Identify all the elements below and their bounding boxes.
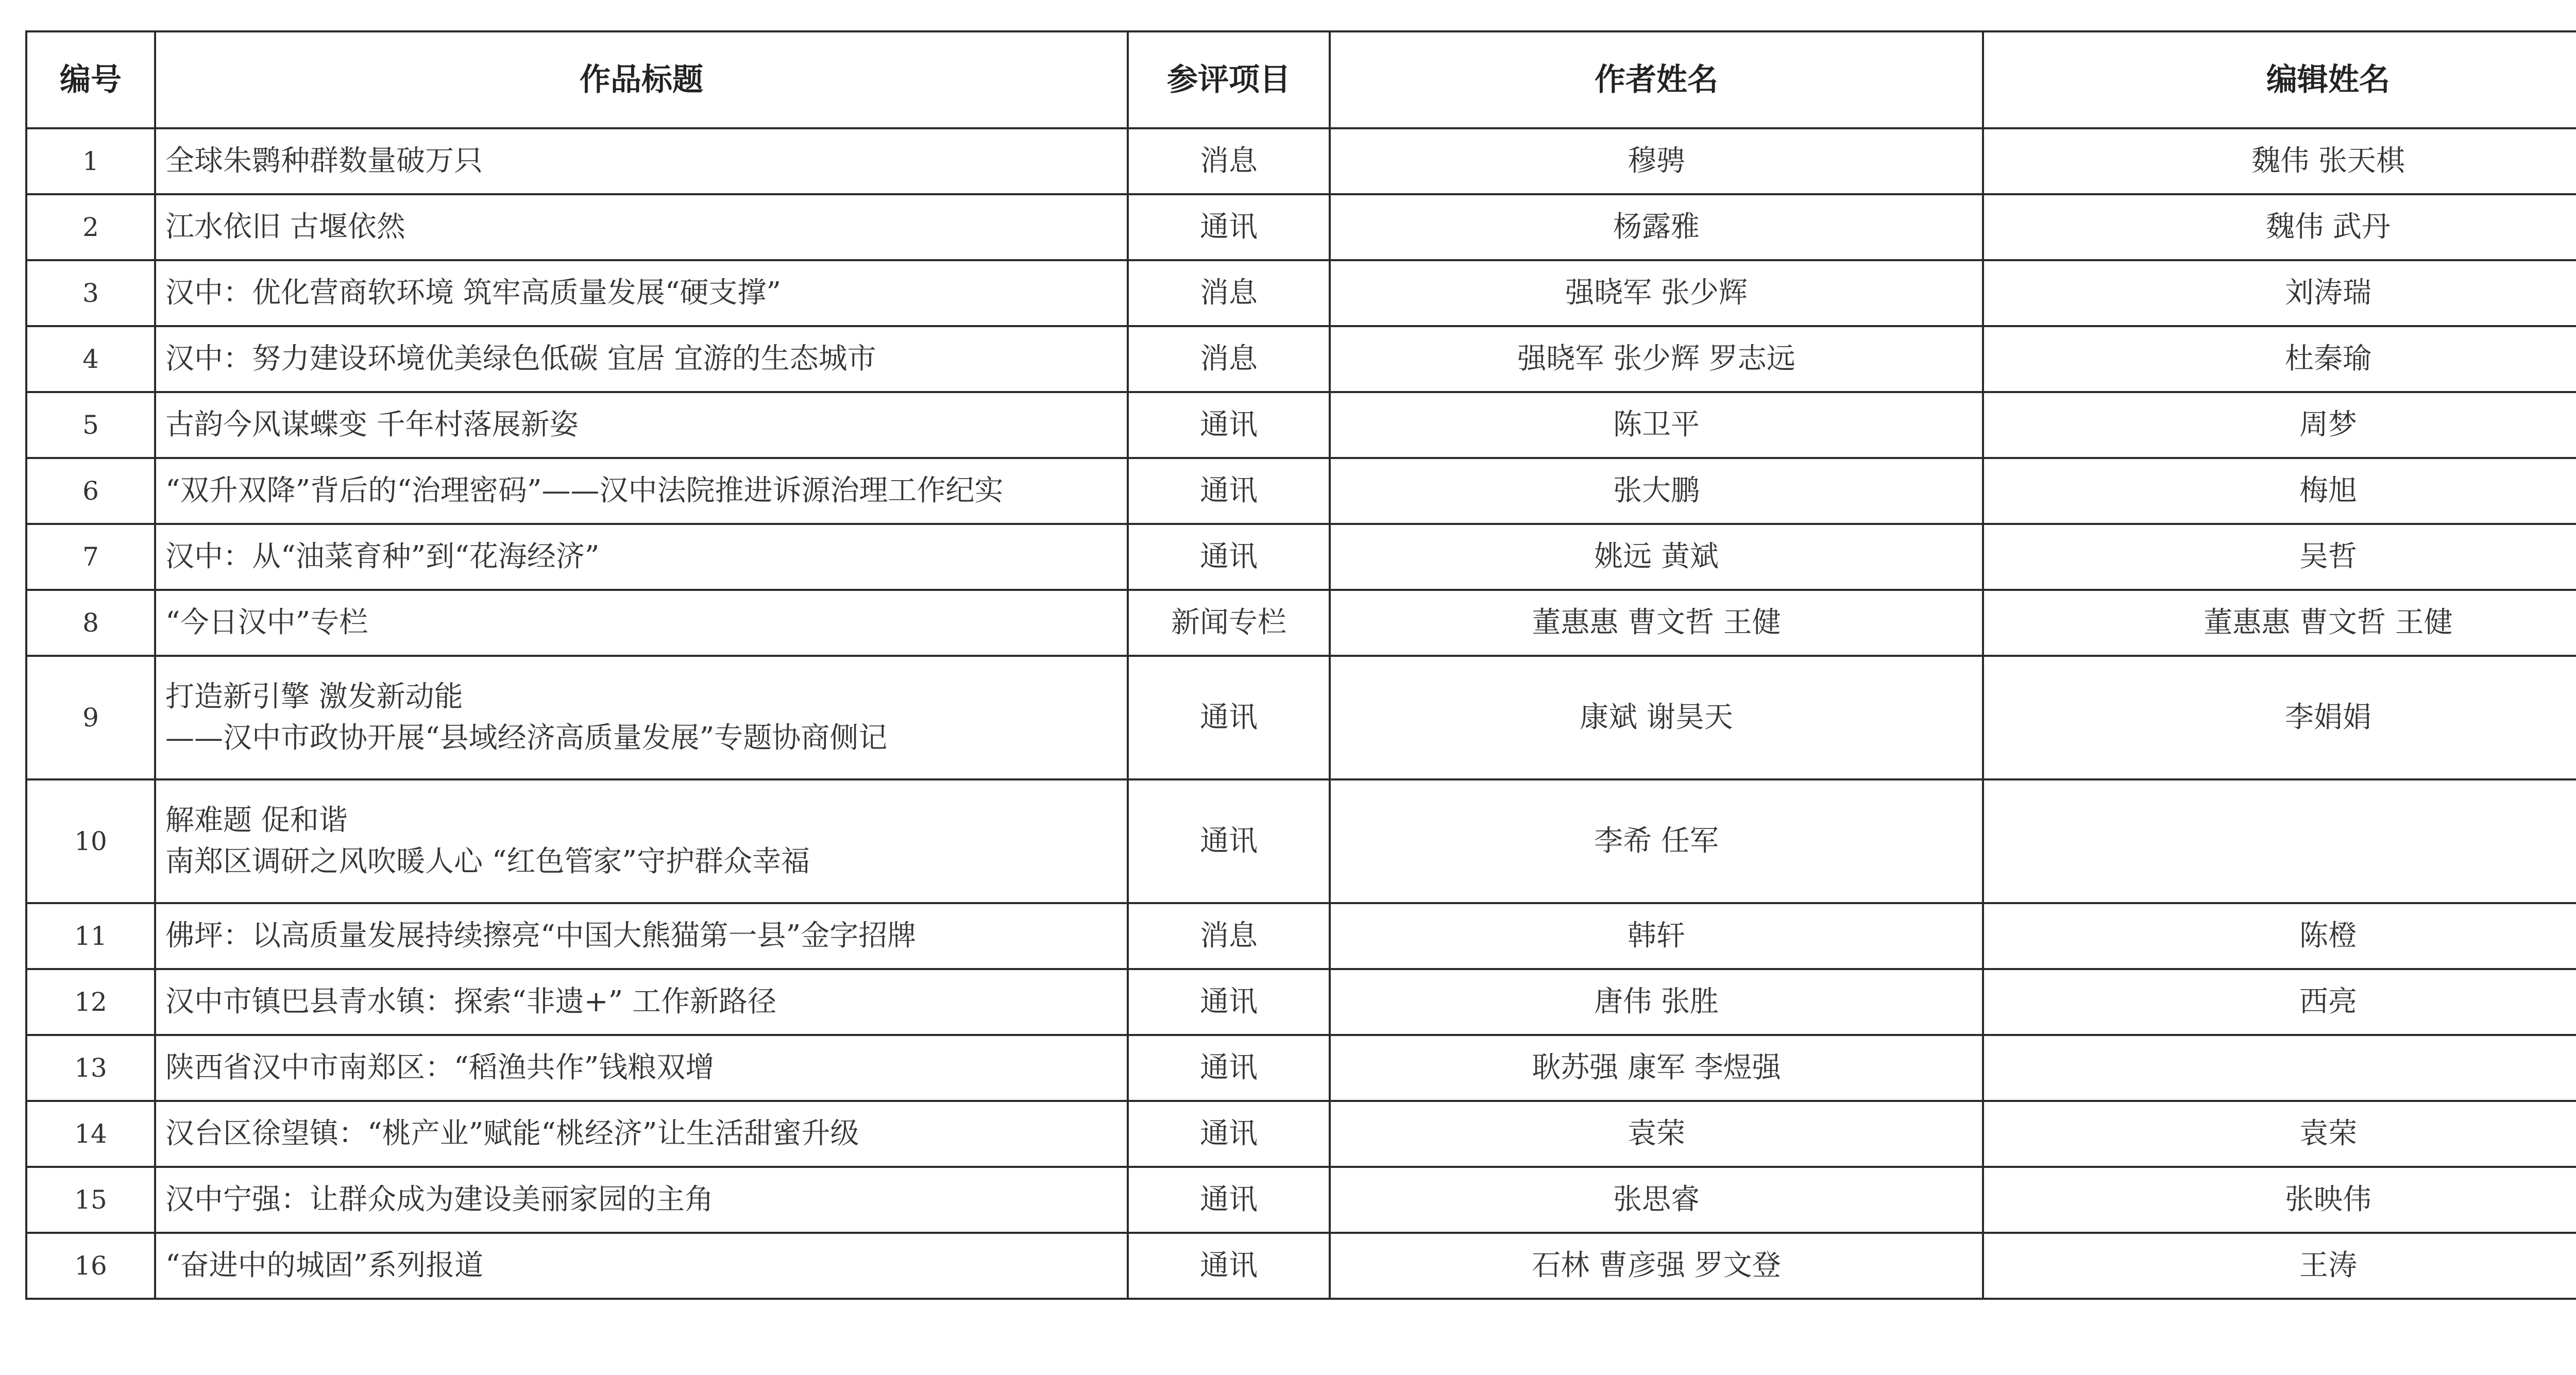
- cell-number: 8: [26, 590, 155, 656]
- cell-category: 通讯: [1128, 1233, 1330, 1299]
- cell-number: 16: [26, 1233, 155, 1299]
- cell-editor: 张映伟: [1983, 1167, 2576, 1233]
- cell-title: 陕西省汉中市南郑区：“稻渔共作”钱粮双增: [155, 1035, 1128, 1101]
- cell-number: 14: [26, 1101, 155, 1167]
- cell-number: 11: [26, 903, 155, 969]
- cell-editor: 陈橙: [1983, 903, 2576, 969]
- table-row: [26, 1233, 2576, 1299]
- cell-number: 5: [26, 392, 155, 458]
- cell-number: 12: [26, 969, 155, 1035]
- cell-author: 唐伟 张胜: [1330, 969, 1983, 1035]
- header-editor: 编辑姓名: [1983, 31, 2576, 128]
- table-row: [26, 1167, 2576, 1233]
- table-row: [26, 779, 2576, 903]
- cell-author: 强晓军 张少辉 罗志远: [1330, 326, 1983, 392]
- cell-title: 佛坪：以高质量发展持续擦亮“中国大熊猫第一县”金字招牌: [155, 903, 1128, 969]
- cell-author: 康斌 谢昊天: [1330, 656, 1983, 779]
- cell-author: 张思睿: [1330, 1167, 1983, 1233]
- cell-author: 袁荣: [1330, 1101, 1983, 1167]
- cell-editor: 周梦: [1983, 392, 2576, 458]
- cell-category: 消息: [1128, 128, 1330, 194]
- cell-title: 解难题 促和谐 南郑区调研之风吹暖人心 “红色管家”守护群众幸福: [155, 779, 1128, 903]
- cell-title: 汉中宁强：让群众成为建设美丽家园的主角: [155, 1167, 1128, 1233]
- cell-category: 消息: [1128, 903, 1330, 969]
- cell-editor: 魏伟 武丹: [1983, 194, 2576, 260]
- table-row: [26, 656, 2576, 779]
- cell-category: 通讯: [1128, 1035, 1330, 1101]
- cell-number: 3: [26, 260, 155, 326]
- cell-number: 9: [26, 656, 155, 779]
- cell-author: 穆骋: [1330, 128, 1983, 194]
- cell-number: 13: [26, 1035, 155, 1101]
- cell-editor: 魏伟 张天棋: [1983, 128, 2576, 194]
- table-row: [26, 128, 2576, 194]
- cell-category: 消息: [1128, 326, 1330, 392]
- table-row: [26, 590, 2576, 656]
- cell-title: 江水依旧 古堰依然: [155, 194, 1128, 260]
- cell-title: 古韵今风谋蝶变 千年村落展新姿: [155, 392, 1128, 458]
- table-row: [26, 326, 2576, 392]
- cell-category: 通讯: [1128, 194, 1330, 260]
- cell-number: 6: [26, 458, 155, 524]
- cell-editor: 李娟娟: [1983, 656, 2576, 779]
- header-author: 作者姓名: [1330, 31, 1983, 128]
- cell-category: 通讯: [1128, 458, 1330, 524]
- cell-author: 强晓军 张少辉: [1330, 260, 1983, 326]
- cell-editor: 杜秦瑜: [1983, 326, 2576, 392]
- award-entries-table: [25, 30, 2576, 1300]
- cell-author: 姚远 黄斌: [1330, 524, 1983, 590]
- table-row: [26, 392, 2576, 458]
- table-row: [26, 1101, 2576, 1167]
- cell-title: “今日汉中”专栏: [155, 590, 1128, 656]
- cell-author: 董惠惠 曹文哲 王健: [1330, 590, 1983, 656]
- cell-category: 新闻专栏: [1128, 590, 1330, 656]
- cell-number: 15: [26, 1167, 155, 1233]
- cell-category: 通讯: [1128, 392, 1330, 458]
- header-num: 编号: [26, 31, 155, 128]
- cell-title: 打造新引擎 激发新动能 ——汉中市政协开展“县域经济高质量发展”专题协商侧记: [155, 656, 1128, 779]
- cell-category: 消息: [1128, 260, 1330, 326]
- cell-title: 汉中：从“油菜育种”到“花海经济”: [155, 524, 1128, 590]
- cell-editor: 董惠惠 曹文哲 王健: [1983, 590, 2576, 656]
- cell-title: 汉中市镇巴县青水镇：探索“非遗+” 工作新路径: [155, 969, 1128, 1035]
- cell-editor: [1983, 1035, 2576, 1101]
- cell-author: 石林 曹彦强 罗文登: [1330, 1233, 1983, 1299]
- cell-title: 全球朱鹮种群数量破万只: [155, 128, 1128, 194]
- cell-number: 1: [26, 128, 155, 194]
- cell-category: 通讯: [1128, 779, 1330, 903]
- cell-editor: 刘涛瑞: [1983, 260, 2576, 326]
- header-category: 参评项目: [1128, 31, 1330, 128]
- cell-author: 耿苏强 康军 李煜强: [1330, 1035, 1983, 1101]
- table-row: [26, 458, 2576, 524]
- cell-author: 李希 任军: [1330, 779, 1983, 903]
- cell-category: 通讯: [1128, 969, 1330, 1035]
- cell-title: “奋进中的城固”系列报道: [155, 1233, 1128, 1299]
- cell-number: 10: [26, 779, 155, 903]
- cell-title: 汉中：优化营商软环境 筑牢高质量发展“硬支撑”: [155, 260, 1128, 326]
- cell-category: 通讯: [1128, 1101, 1330, 1167]
- cell-editor: 梅旭: [1983, 458, 2576, 524]
- header-row: [26, 31, 2576, 128]
- cell-title: “双升双降”背后的“治理密码”——汉中法院推进诉源治理工作纪实: [155, 458, 1128, 524]
- cell-number: 7: [26, 524, 155, 590]
- table-row: [26, 969, 2576, 1035]
- table-row: [26, 903, 2576, 969]
- cell-author: 陈卫平: [1330, 392, 1983, 458]
- cell-editor: [1983, 779, 2576, 903]
- table-body: [26, 128, 2576, 1299]
- cell-title: 汉中：努力建设环境优美绿色低碳 宜居 宜游的生态城市: [155, 326, 1128, 392]
- cell-editor: 袁荣: [1983, 1101, 2576, 1167]
- cell-category: 通讯: [1128, 1167, 1330, 1233]
- table-row: [26, 194, 2576, 260]
- cell-author: 杨露雅: [1330, 194, 1983, 260]
- table-row: [26, 1035, 2576, 1101]
- header-title: 作品标题: [155, 31, 1128, 128]
- cell-category: 通讯: [1128, 524, 1330, 590]
- cell-category: 通讯: [1128, 656, 1330, 779]
- cell-editor: 王涛: [1983, 1233, 2576, 1299]
- cell-number: 2: [26, 194, 155, 260]
- cell-title: 汉台区徐望镇：“桃产业”赋能“桃经济”让生活甜蜜升级: [155, 1101, 1128, 1167]
- cell-author: 张大鹏: [1330, 458, 1983, 524]
- cell-number: 4: [26, 326, 155, 392]
- cell-editor: 西亮: [1983, 969, 2576, 1035]
- table-row: [26, 524, 2576, 590]
- cell-author: 韩轩: [1330, 903, 1983, 969]
- cell-editor: 吴哲: [1983, 524, 2576, 590]
- table-row: [26, 260, 2576, 326]
